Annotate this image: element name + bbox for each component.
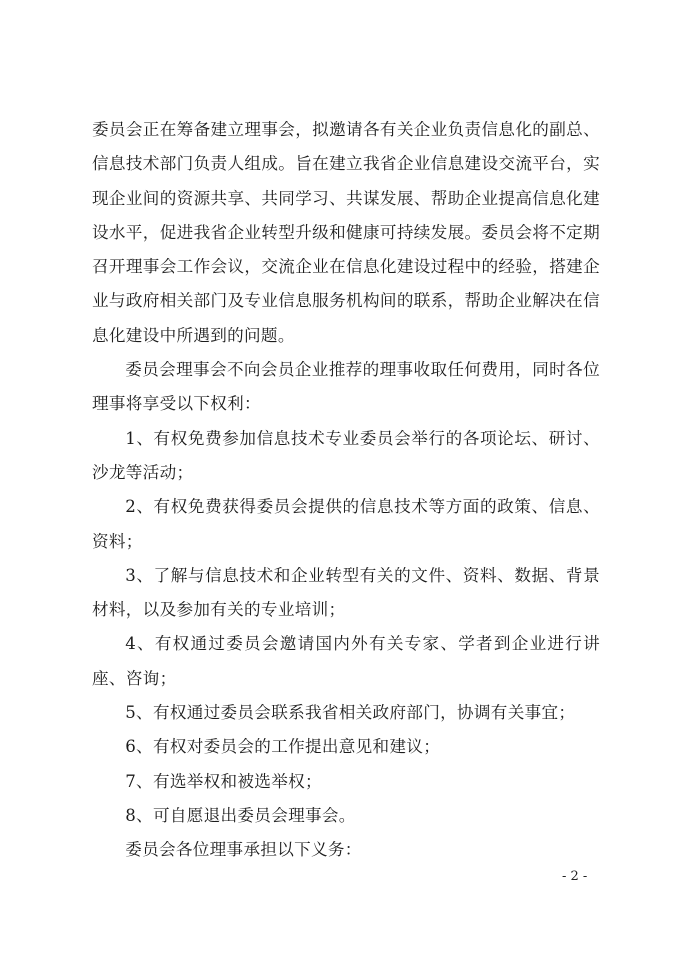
list-item-right-8: 8、可自愿退出委员会理事会。 <box>125 805 356 825</box>
paragraph-rights-intro: 委员会理事会不向会员企业推荐的理事收取任何费用，同时各位理事将享受以下权利： <box>92 360 600 414</box>
paragraph-intro: 委员会正在筹备建立理事会，拟邀请各有关企业负责信息化的副总、信息技术部门负责人组成。旨在建立我省企业信息建设交流平台，实现企业间的资源共享、共同学习、共谋发展、帮助企业提高信息化建设水平，促进我省企业转型升级和健康可持续发展。委员会将不定期召开理事会工作会议，交流企业在信息化建设过程中的经验，搭建企业与政府相关部门及专业信息服务机构间的联系，帮助企业解决在信息化建设中所遇到的问题。 <box>92 120 600 345</box>
document-body <box>92 113 600 868</box>
list-item-right-7: 7、有选举权和被选举权； <box>125 771 322 791</box>
list-item-right-1: 1、有权免费参加信息技术专业委员会举行的各项论坛、研讨、沙龙等活动； <box>92 428 600 482</box>
list-item-right-5: 5、有权通过委员会联系我省相关政府部门，协调有关事宜； <box>125 703 576 723</box>
paragraph-obligations-intro: 委员会各位理事承担以下义务： <box>125 840 362 860</box>
list-item-right-3: 3、了解与信息技术和企业转型有关的文件、资料、数据、背景材料，以及参加有关的专业培训； <box>92 565 600 620</box>
list-item-right-6: 6、有权对委员会的工作提出意见和建议； <box>125 737 441 757</box>
page-number: - 2 - <box>562 869 588 884</box>
list-item-right-4: 4、有权通过委员会邀请国内外有关专家、学者到企业进行讲座、咨询； <box>92 634 600 688</box>
list-item-right-2: 2、有权免费获得委员会提供的信息技术等方面的政策、信息、资料； <box>92 497 600 551</box>
